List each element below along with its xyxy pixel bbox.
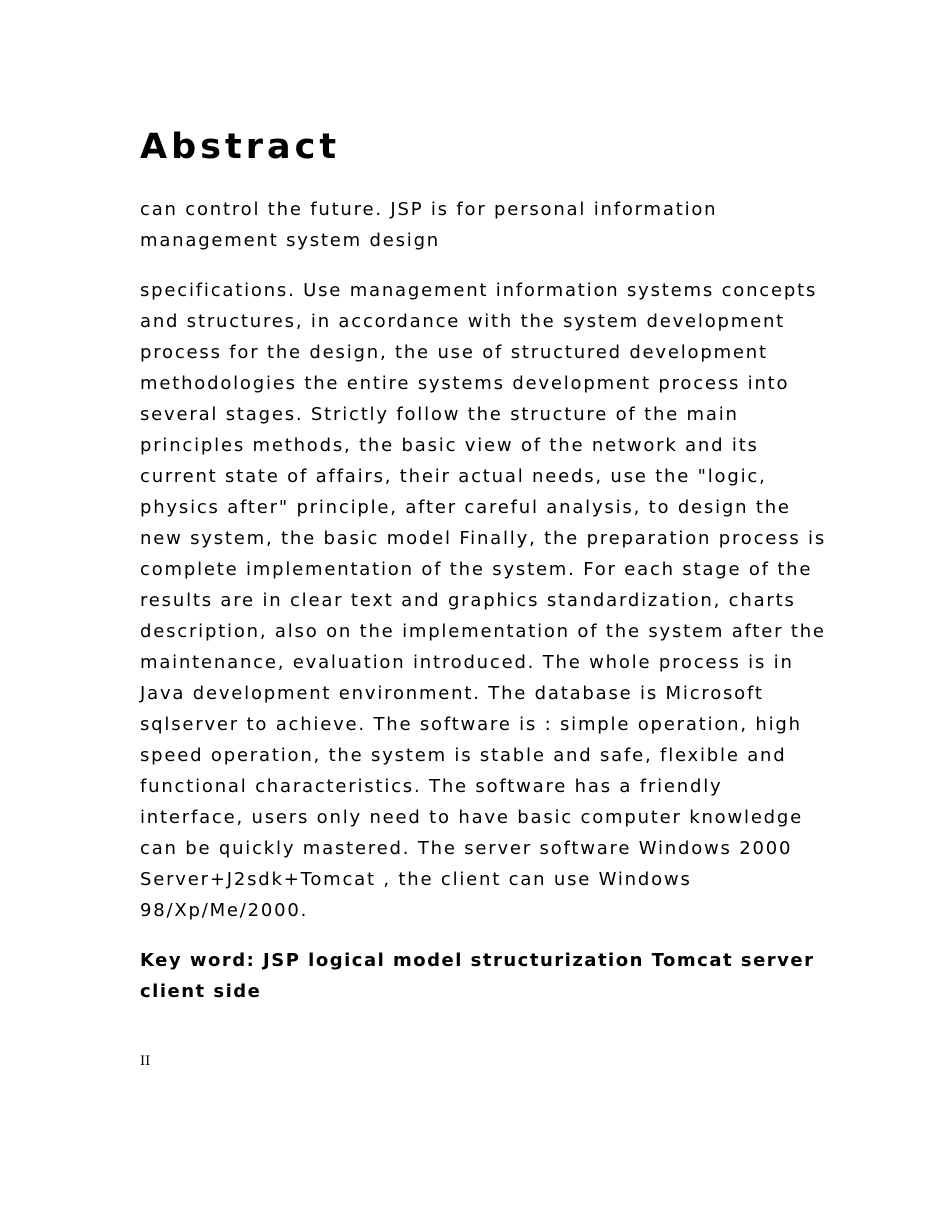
page-number: II	[140, 1054, 151, 1069]
abstract-heading: Abstract	[140, 127, 341, 167]
abstract-paragraph-1: can control the future. JSP is for personal information management system design	[140, 199, 718, 251]
keywords-line: Key word: JSP logical model structurization Tomcat server client side	[140, 950, 815, 1002]
page-content	[140, 124, 830, 1007]
abstract-paragraph-2: specifications. Use management information systems concepts and structures, in accordance with the system development process for the design, the use of structured development methodologies the entire systems development process into several stages. Strictly follow the structure of the main principles methods, the basic view of the network and its current state of affairs, their actual needs, use the "logic, physics after" principle, after careful analysis, to design the new system, the basic model Finally, the preparation process is complete implementation of the system. For each stage of the results are in clear text and graphics standardization, charts description, also on the implementation of the system after the maintenance, evaluation introduced. The whole process is in Java development environment. The database is Microsoft sqlserver to achieve. The software is : simple operation, high speed operation, the system is stable and safe, flexible and functional characteristics. The software has a friendly interface, users only need to have basic computer knowledge can be quickly mastered. The server software Windows 2000 Server+J2sdk+Tomcat , the client can use Windows 98/Xp/Me/2000.	[140, 280, 827, 921]
